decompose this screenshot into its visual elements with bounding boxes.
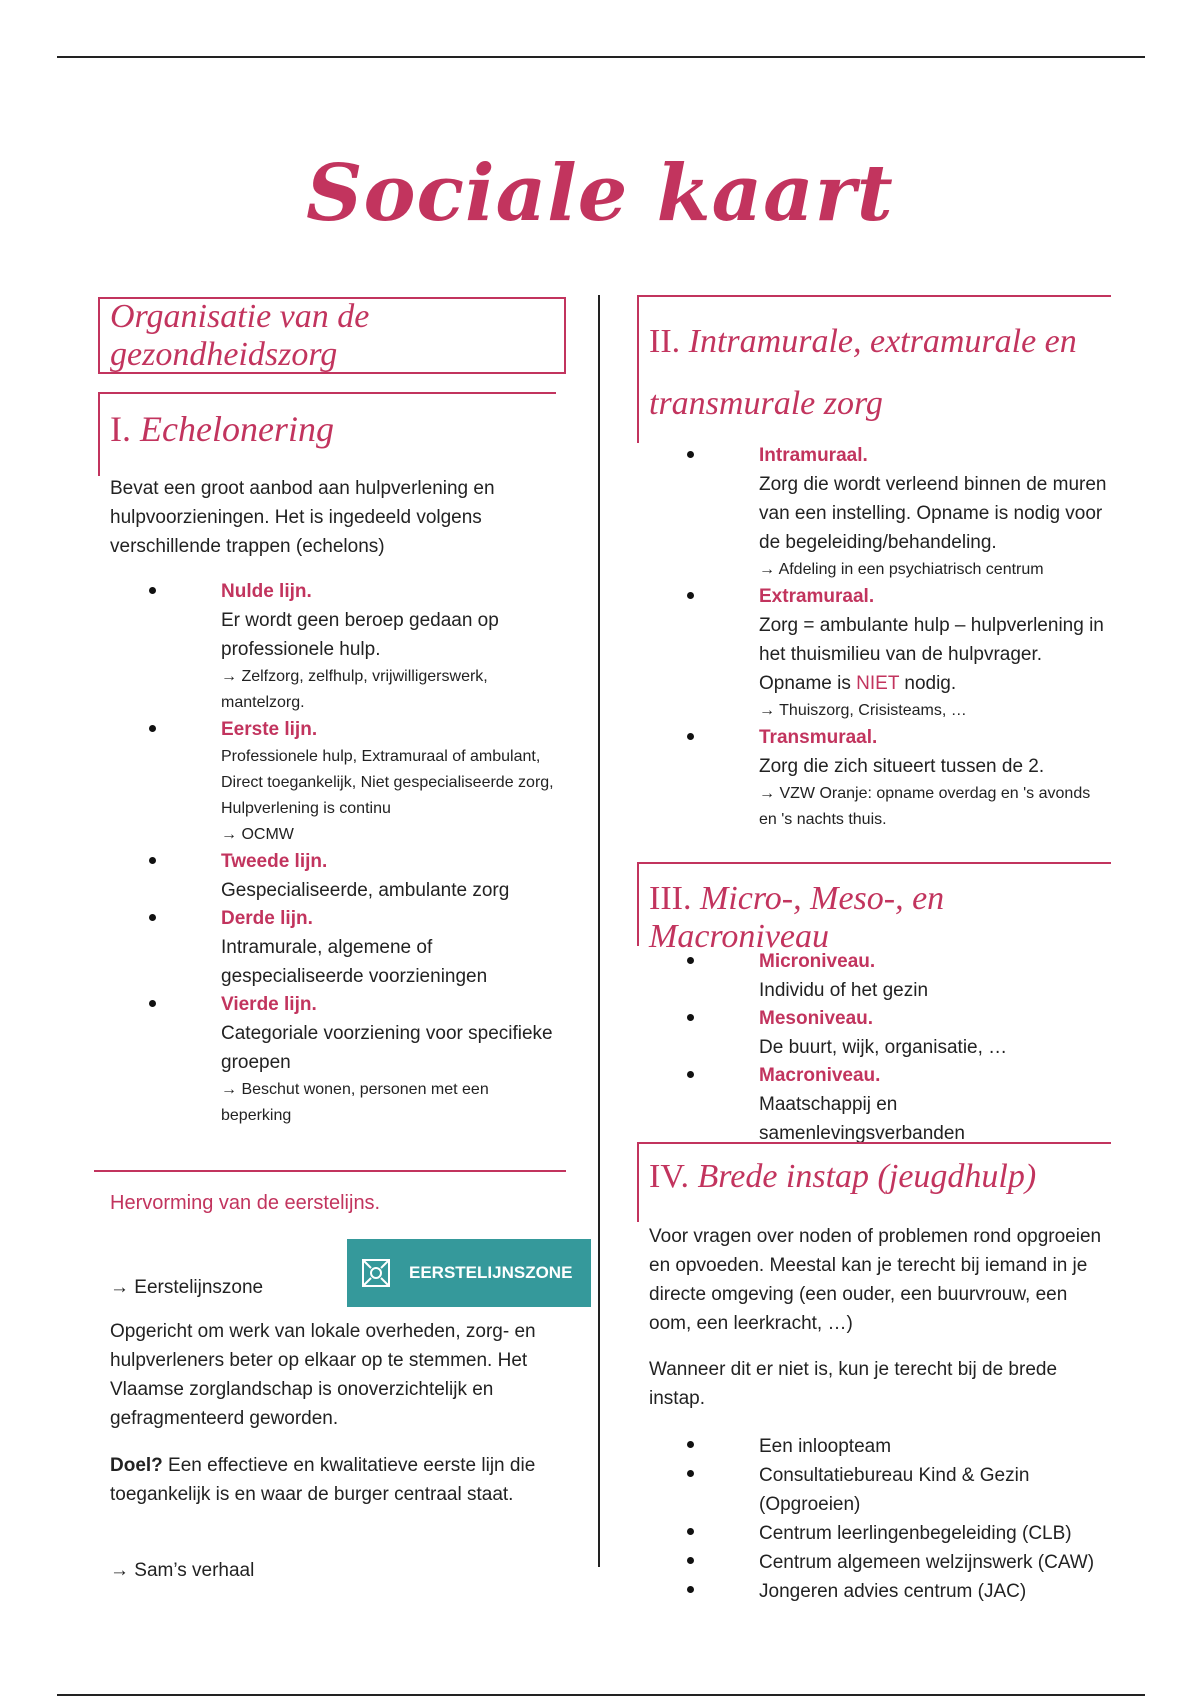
section-1-title bbox=[98, 392, 556, 476]
item-label: Intramuraal. bbox=[759, 445, 868, 466]
item-text: Zorg = ambulante hulp – hulpverlening in het thuismilieu van de hulpvrager. bbox=[759, 615, 1104, 665]
level-list bbox=[687, 948, 1107, 1148]
list-item bbox=[687, 442, 1107, 583]
echelonering-intro: Bevat een groot aanbod aan hulpverlening en hulpvoorzieningen. Het is ingedeeld volgens verschillende trappen (echelons) bbox=[110, 478, 495, 557]
text-part: Opname is bbox=[759, 673, 857, 694]
list-item bbox=[687, 1432, 1107, 1461]
bullet-icon bbox=[687, 592, 694, 599]
list-item bbox=[687, 1062, 1107, 1148]
reform-heading: Hervorming van de eerstelijns. bbox=[110, 1192, 381, 1214]
list-item bbox=[687, 948, 1107, 1005]
item-example: → Beschut wonen, personen met een beperking bbox=[221, 1081, 489, 1124]
sam-link: → Sam’s verhaal bbox=[110, 1560, 255, 1581]
bullet-icon bbox=[149, 857, 156, 864]
list-item bbox=[687, 1519, 1107, 1548]
section-number: IV. bbox=[649, 1158, 689, 1195]
item-text: Centrum algemeen welzijnswerk (CAW) bbox=[759, 1552, 1095, 1573]
item-example: → Zelfzorg, zelfhulp, vrijwilligerswerk, mantelzorg. bbox=[221, 668, 488, 711]
box-title-text: Organisatie van de gezondheidszorg bbox=[110, 297, 370, 373]
bullet-icon bbox=[687, 1441, 694, 1448]
top-rule bbox=[57, 56, 1145, 58]
highlight-text: NIET bbox=[856, 673, 900, 694]
section-title-text: Micro-, Meso-, en Macroniveau bbox=[649, 880, 945, 955]
item-text: Intramurale, algemene of gespecialiseerde voorzieningen bbox=[221, 937, 488, 987]
echelon-list bbox=[149, 578, 559, 1129]
item-text: Professionele hulp, Extramuraal of ambulant, Direct toegankelijk, Niet gespecialiseerde zorg, Hulpverlening is continu bbox=[221, 748, 554, 817]
list-item bbox=[149, 991, 559, 1129]
brede-instap-paragraph-1: Voor vragen over noden of problemen rond opgroeien en opvoeden. Meestal kan je terecht bij iemand in je directe omgeving (een ouder, een buurvrouw, een oom, een leerkracht, …) bbox=[649, 1226, 1102, 1334]
item-text: Gespecialiseerde, ambulante zorg bbox=[221, 880, 510, 901]
list-item bbox=[687, 1461, 1107, 1519]
item-text: Centrum leerlingenbegeleiding (CLB) bbox=[759, 1523, 1072, 1544]
page-title: Sociale kaart bbox=[306, 148, 894, 239]
section-4-title bbox=[637, 1142, 1111, 1222]
bullet-icon bbox=[687, 1557, 694, 1564]
bullet-icon bbox=[149, 1000, 156, 1007]
list-item bbox=[687, 724, 1107, 833]
list-item bbox=[149, 716, 559, 848]
item-text: Zorg die zich situeert tussen de 2. bbox=[759, 756, 1045, 777]
doel-label: Doel? bbox=[110, 1455, 163, 1476]
item-text: Een inloopteam bbox=[759, 1436, 892, 1457]
bullet-icon bbox=[149, 725, 156, 732]
bottom-rule bbox=[57, 1694, 1145, 1696]
bullet-icon bbox=[149, 587, 156, 594]
item-example: → VZW Oranje: opname overdag en 's avonds en 's nachts thuis. bbox=[759, 785, 1091, 828]
list-item bbox=[687, 583, 1107, 724]
column-divider bbox=[598, 295, 600, 1567]
item-text-2 bbox=[759, 669, 1107, 698]
item-label: Extramuraal. bbox=[759, 586, 875, 607]
eerstelijnszone-logo bbox=[347, 1239, 591, 1307]
brede-instap-paragraph-2: Wanneer dit er niet is, kun je terecht bij de brede instap. bbox=[649, 1359, 1058, 1409]
item-text: Jongeren advies centrum (JAC) bbox=[759, 1581, 1027, 1602]
section-title-text: Echelonering bbox=[140, 409, 334, 449]
brede-instap-list bbox=[687, 1432, 1107, 1606]
section-divider bbox=[94, 1170, 566, 1172]
list-item bbox=[149, 848, 559, 905]
bullet-icon bbox=[687, 1470, 694, 1477]
reform-paragraph: Opgericht om werk van lokale overheden, zorg- en hulpverleners beter op elkaar op te stemmen. Het Vlaamse zorglandschap is onoverzichtelijk en gefragmenteerd geworden. bbox=[110, 1321, 536, 1429]
bullet-icon bbox=[149, 914, 156, 921]
item-label: Mesoniveau. bbox=[759, 1008, 874, 1029]
bullet-icon bbox=[687, 1528, 694, 1535]
list-item bbox=[687, 1548, 1107, 1577]
section-number: I. bbox=[110, 409, 131, 449]
doel-paragraph bbox=[110, 1451, 560, 1509]
item-label: Vierde lijn. bbox=[221, 994, 317, 1015]
network-icon bbox=[359, 1256, 393, 1290]
section-number: II. bbox=[649, 323, 681, 360]
item-label: Derde lijn. bbox=[221, 908, 313, 929]
item-label: Transmuraal. bbox=[759, 727, 878, 748]
item-label: Microniveau. bbox=[759, 951, 876, 972]
logo-text: EERSTELIJNSZONE bbox=[409, 1263, 573, 1282]
item-label: Tweede lijn. bbox=[221, 851, 328, 872]
text-part: nodig. bbox=[899, 673, 957, 694]
item-text: Er wordt geen beroep gedaan op professionele hulp. bbox=[221, 610, 499, 660]
item-example: → Thuiszorg, Crisisteams, … bbox=[759, 702, 967, 719]
bullet-icon bbox=[687, 733, 694, 740]
section-2-title bbox=[637, 295, 1111, 443]
list-item bbox=[149, 905, 559, 991]
item-example: → OCMW bbox=[221, 826, 294, 843]
section-number: III. bbox=[649, 880, 692, 917]
item-text: Categoriale voorziening voor specifieke groepen bbox=[221, 1023, 553, 1073]
section-title-line2: transmurale zorg bbox=[649, 385, 883, 422]
section-title-text: Brede instap (jeugdhulp) bbox=[697, 1158, 1037, 1195]
mural-list bbox=[687, 442, 1107, 833]
item-text: Consultatiebureau Kind & Gezin (Opgroeien) bbox=[759, 1465, 1030, 1515]
item-example: → Afdeling in een psychiatrisch centrum bbox=[759, 561, 1044, 578]
bullet-icon bbox=[687, 1014, 694, 1021]
bullet-icon bbox=[687, 451, 694, 458]
bullet-icon bbox=[687, 1071, 694, 1078]
item-text: Zorg die wordt verleend binnen de muren van een instelling. Opname is nodig voor de begeleiding/behandeling. bbox=[759, 474, 1107, 553]
item-text: Individu of het gezin bbox=[759, 980, 929, 1001]
eerstelijnszone-arrow: → Eerstelijnszone bbox=[110, 1277, 264, 1298]
doel-text: Een effectieve en kwalitatieve eerste lijn die toegankelijk is en waar de burger centraal staat. bbox=[110, 1455, 536, 1505]
list-item bbox=[149, 578, 559, 716]
list-item bbox=[687, 1577, 1107, 1606]
section-box-title bbox=[98, 297, 566, 374]
item-text: De buurt, wijk, organisatie, … bbox=[759, 1037, 1008, 1058]
bullet-icon bbox=[687, 957, 694, 964]
list-item bbox=[687, 1005, 1107, 1062]
item-label: Macroniveau. bbox=[759, 1065, 881, 1086]
item-label: Eerste lijn. bbox=[221, 719, 318, 740]
item-text: Maatschappij en samenlevingsverbanden bbox=[759, 1094, 965, 1144]
section-title-line1: Intramurale, extramurale en bbox=[688, 323, 1077, 360]
item-label: Nulde lijn. bbox=[221, 581, 312, 602]
bullet-icon bbox=[687, 1586, 694, 1593]
section-3-title bbox=[637, 862, 1111, 955]
